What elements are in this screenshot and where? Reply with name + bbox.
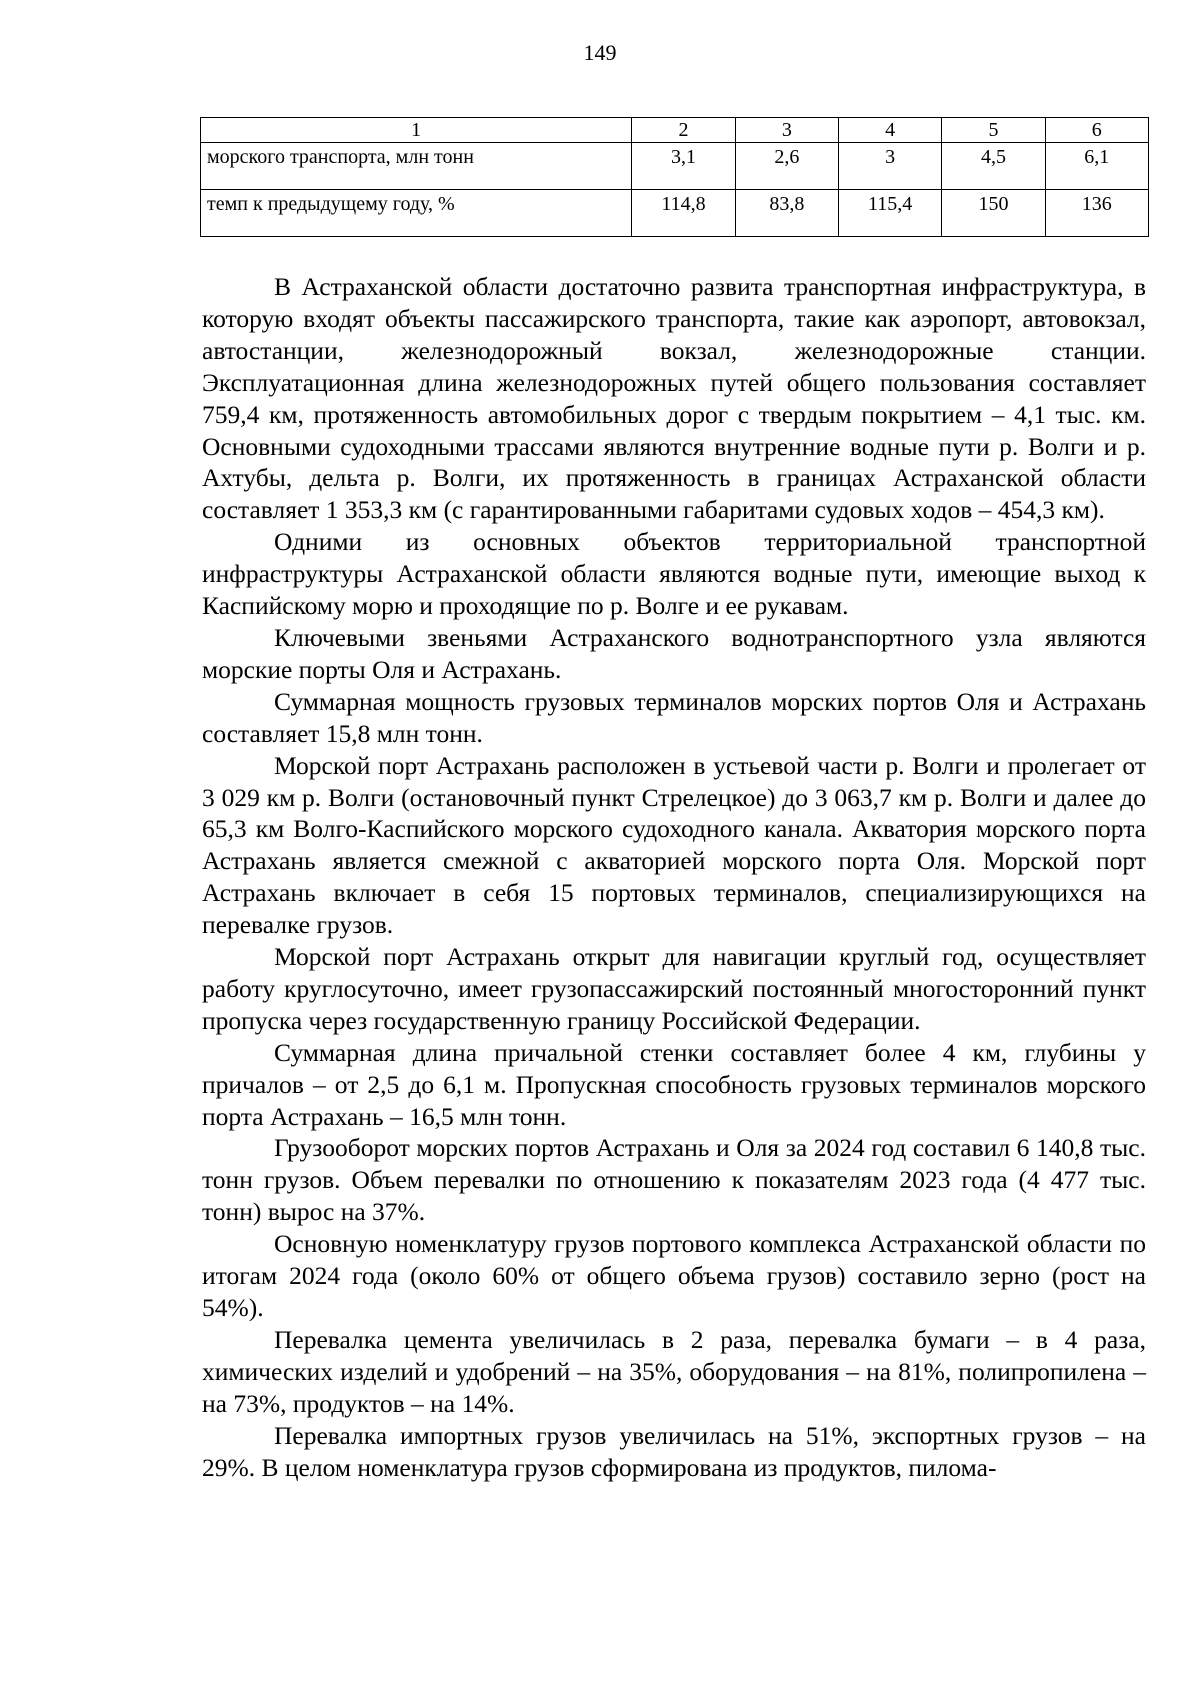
table-cell: 150 [942, 190, 1045, 237]
table-cell: 6,1 [1045, 143, 1148, 190]
table-header-cell: 4 [838, 118, 941, 143]
table-cell: 136 [1045, 190, 1148, 237]
table-cell: 3,1 [632, 143, 735, 190]
table-row [201, 143, 1149, 190]
paragraph: Суммарная длина причальной стенки составляет более 4 км, глубины у причалов – от 2,5 до 6,1 м. Пропускная способность грузовых терминалов морского порта Астрахань – 16,5 млн тонн. [202, 1037, 1146, 1131]
table-cell: 114,8 [632, 190, 735, 237]
paragraph: Суммарная мощность грузовых терминалов морских портов Оля и Астрахань составляет 15,8 млн тонн. [202, 686, 1146, 748]
table-row [201, 190, 1149, 237]
body-text [202, 271, 1146, 1483]
table-header-cell: 1 [201, 118, 632, 143]
table-header-cell: 3 [735, 118, 838, 143]
table-header-row [201, 118, 1149, 143]
paragraph: Основную номенклатуру грузов портового комплекса Астраханской области по итогам 2024 года (около 60% от общего объема грузов) составило зерно (рост на 54%). [202, 1229, 1146, 1322]
paragraph: В Астраханской области достаточно развита транспортная инфраструктура, в которую входят объекты пассажирского транспорта, такие как аэропорт, автовокзал, автостанции, железнодорожный вокзал, железнодорожные станции. Эксплуатационная длина железнодорожных путей общего пользования составляет 759,4 км, протяженность автомобильных дорог с твердым покрытием – 4,1 тыс. км. Основными судоходными трассами являются внутренние водные пути р. Волги и р. Ахтубы, дельта р. Волги, их протяженность в границах Астраханской области составляет 1 353,3 км (с гарантированными габаритами судовых ходов – 454,3 км). [202, 272, 1146, 525]
table-cell: 83,8 [735, 190, 838, 237]
page-number: 149 [583, 40, 617, 65]
paragraph: Морской порт Астрахань открыт для навигации круглый год, осуществляет работу круглосуточно, имеет грузопассажирский постоянный многосторонний пункт пропуска через государственную границу Российской Федерации. [202, 942, 1146, 1035]
paragraph: Морской порт Астрахань расположен в устьевой части р. Волги и пролегает от 3 029 км р. Волги (остановочный пункт Стрелецкое) до 3 063,7 км р. Волги и далее до 65,3 км Волго-Каспийского морского судоходного канала. Акватория морского порта Астрахань является смежной с акваторией морского порта Оля. Морской порт Астрахань включает в себя 15 портовых терминалов, специализирующихся на перевалке грузов. [202, 750, 1146, 940]
table-header-cell: 2 [632, 118, 735, 143]
table-row-label: морского транспорта, млн тонн [201, 143, 632, 190]
paragraph: Перевалка импортных грузов увеличилась на 51%, экспортных грузов – на 29%. В целом номенклатура грузов сформирована из продуктов, пилома- [202, 1420, 1146, 1482]
table-cell: 4,5 [942, 143, 1045, 190]
table-cell: 115,4 [838, 190, 941, 237]
paragraph: Грузооборот морских портов Астрахань и Оля за 2024 год составил 6 140,8 тыс. тонн грузов. Объем перевалки по отношению к показателям 2023 года (4 477 тыс. тонн) вырос на 37%. [202, 1133, 1146, 1227]
paragraph: Одними из основных объектов территориальной транспортной инфраструктуры Астраханской области являются водные пути, имеющие выход к Каспийскому морю и проходящие по р. Волге и ее рукавам. [202, 527, 1146, 621]
table-row-label: темп к предыдущему году, % [201, 190, 632, 237]
paragraph: Ключевыми звеньями Астраханского воднотранспортного узла являются морские порты Оля и Астрахань. [202, 622, 1146, 684]
table-header-cell: 5 [942, 118, 1045, 143]
table-header-cell: 6 [1045, 118, 1148, 143]
table-cell: 3 [838, 143, 941, 190]
paragraph: Перевалка цемента увеличилась в 2 раза, перевалка бумаги – в 4 раза, химических изделий и удобрений – на 35%, оборудования – на 81%, полипропилена – на 73%, продуктов – на 14%. [202, 1324, 1146, 1418]
data-table [200, 117, 1149, 237]
table-cell: 2,6 [735, 143, 838, 190]
